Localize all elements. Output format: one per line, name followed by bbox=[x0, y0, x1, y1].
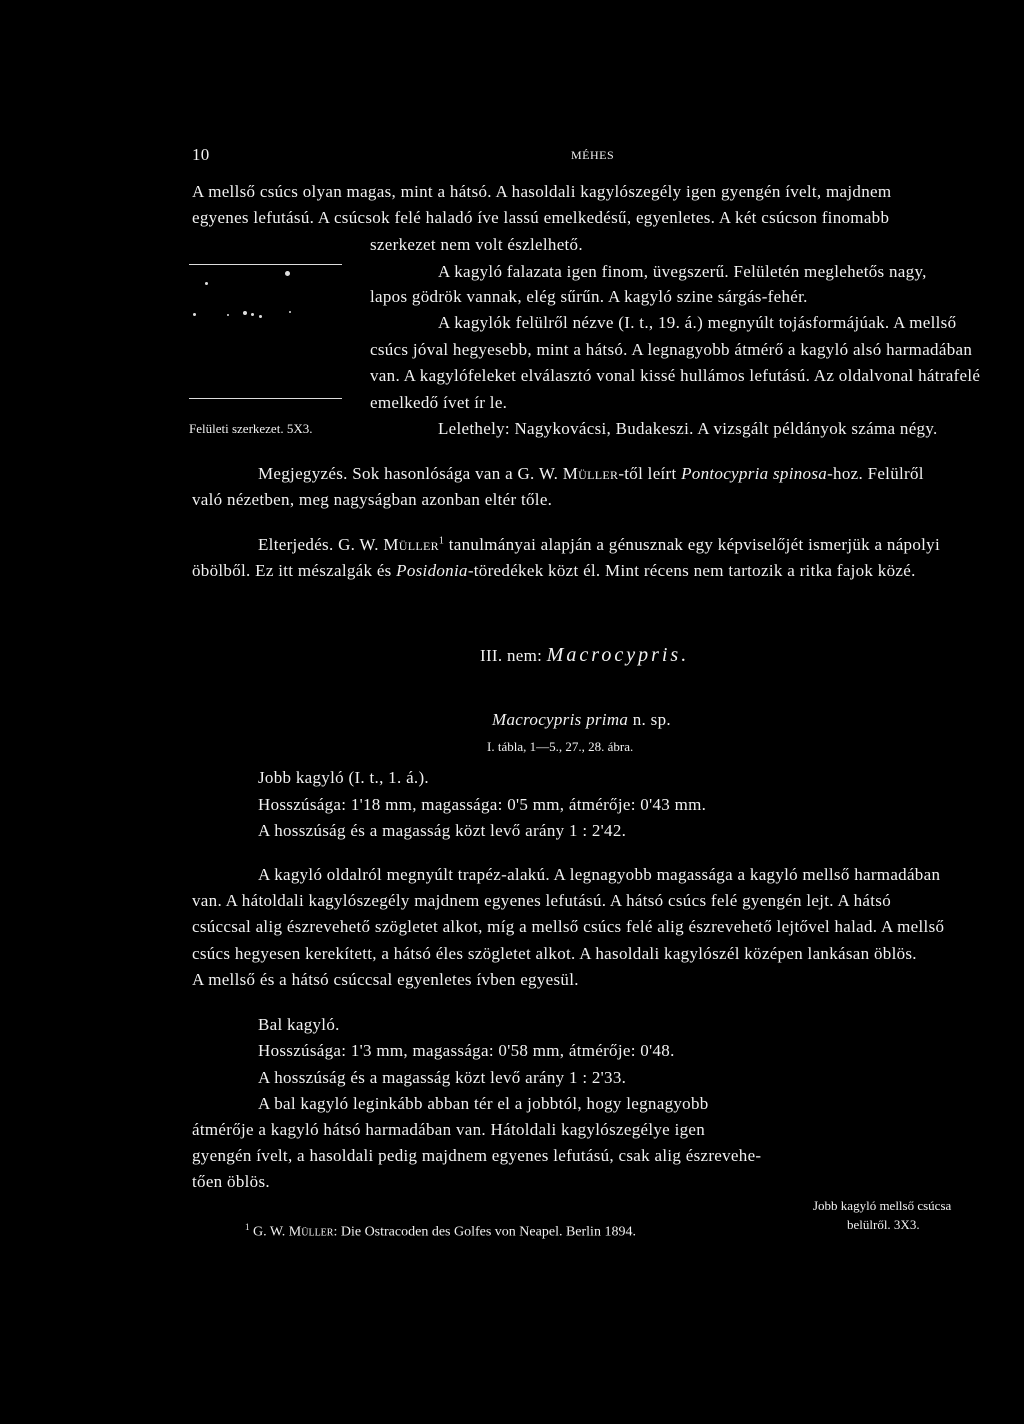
figure-speck bbox=[193, 313, 196, 316]
figure-speck bbox=[243, 311, 247, 315]
species-heading: Macrocypris prima n. sp. bbox=[492, 710, 671, 729]
running-title: MÉHES bbox=[571, 148, 615, 162]
genus-heading: III. nem: Macrocypris. bbox=[480, 644, 690, 666]
figure-caption: belülről. 3X3. bbox=[847, 1217, 920, 1232]
text-line: csúcs jóval hegyesebb, mint a hátsó. A legnagyobb átmérő a kagyló alsó harmadában bbox=[370, 340, 973, 359]
figure-speck bbox=[285, 271, 290, 276]
left-valve-measure: Hosszúsága: 1'3 mm, magassága: 0'58 mm, átmérője: 0'48. bbox=[258, 1041, 675, 1060]
text-line: A bal kagyló leginkább abban tér el a jobbtól, hogy legnagyobb bbox=[258, 1094, 709, 1113]
figure-caption: Felületi szerkezet. 5X3. bbox=[189, 421, 313, 436]
distribution-line: Elterjedés. G. W. Müller$^1$ tanulmányai alapján a génusznak egy képviselőjét ismerjük a nápolyi bbox=[258, 535, 940, 554]
right-valve-title: Jobb kagyló (I. t., 1. á.). bbox=[258, 768, 429, 787]
plate-reference: I. tábla, 1—5., 27., 28. ábra. bbox=[487, 739, 634, 754]
note-line: Megjegyzés. Sok hasonlósága van a G. W. Müller-től leírt Pontocypria spinosa-hoz. Felülről bbox=[258, 464, 924, 483]
text-line: A kagylók felülről nézve (I. t., 19. á.) megnyúlt tojásformájúak. A mellső bbox=[438, 313, 957, 332]
figure-speck bbox=[259, 315, 262, 318]
figure-speck bbox=[289, 311, 291, 313]
left-valve-ratio: A hosszúság és a magasság közt levő arány 1 : 2'33. bbox=[258, 1068, 627, 1087]
text-line: csúcs hegyesen kerekített, a hátsó éles szögletet alkot. A hasoldali kagylószél középen lankásan öblös. bbox=[192, 944, 917, 963]
text-line: csúccsal alig észrevehető szögletet alkot, míg a mellső csúcs felé alig észrevehető lejtővel halad. A mellső bbox=[192, 917, 945, 936]
surface-structure-figure bbox=[189, 264, 342, 399]
text-line: tően öblös. bbox=[192, 1172, 270, 1191]
text-line: A kagyló oldalról megnyúlt trapéz-alakú. A legnagyobb magassága a kagyló mellső harmadában bbox=[258, 865, 941, 884]
text-line: A kagyló falazata igen finom, üvegszerű. Felületén meglehetős nagy, bbox=[438, 262, 927, 281]
footnote: $^1$ G. W. Müller: Die Ostracoden des Golfes von Neapel. Berlin 1894. bbox=[245, 1222, 636, 1240]
text-line: gyengén ívelt, a hasoldali pedig majdnem egyenes lefutású, csak alig észrevehe- bbox=[192, 1146, 762, 1165]
right-valve-ratio: A hosszúság és a magasság közt levő arány 1 : 2'42. bbox=[258, 821, 627, 840]
distribution-line: öbölből. Ez itt mészalgák és Posidonia-töredékek közt él. Mint récens nem tartozik a ritka fajok közé. bbox=[192, 561, 916, 580]
text-line: szerkezet nem volt észlelhető. bbox=[370, 235, 583, 254]
text-line: van. A kagylófeleket elválasztó vonal kissé hullámos lefutású. Az oldalvonal hátrafelé bbox=[370, 366, 981, 385]
text-line: átmérője a kagyló hátsó harmadában van. Hátoldali kagylószegélye igen bbox=[192, 1120, 706, 1139]
left-valve-title: Bal kagyló. bbox=[258, 1015, 340, 1034]
text-line: A mellső csúcs olyan magas, mint a hátsó. A hasoldali kagylószegély igen gyengén ívelt, majdnem bbox=[192, 182, 892, 201]
figure-speck bbox=[227, 314, 229, 316]
text-line: Lelethely: Nagykovácsi, Budakeszi. A vizsgált példányok száma négy. bbox=[438, 419, 938, 438]
figure-caption: Jobb kagyló mellső csúcsa bbox=[813, 1198, 952, 1213]
figure-speck bbox=[251, 313, 254, 316]
page-number: 10 bbox=[192, 145, 210, 164]
note-line: való nézetben, meg nagyságban azonban eltér tőle. bbox=[192, 490, 553, 509]
right-valve-measure: Hosszúsága: 1'18 mm, magassága: 0'5 mm, átmérője: 0'43 mm. bbox=[258, 795, 707, 814]
text-line: egyenes lefutású. A csúcsok felé haladó íve lassú emelkedésű, egyenletes. A két csúcson finomabb bbox=[192, 208, 890, 227]
text-line: A mellső és a hátsó csúccsal egyenletes ívben egyesül. bbox=[192, 970, 579, 989]
text-line: lapos gödrök vannak, elég sűrűn. A kagyló szine sárgás-fehér. bbox=[370, 287, 808, 306]
text-line: emelkedő ívet ír le. bbox=[370, 393, 508, 412]
figure-speck bbox=[205, 282, 208, 285]
text-line: van. A hátoldali kagylószegély majdnem egyenes lefutású. A hátsó csúcs felé gyengén lejt. A hátsó bbox=[192, 891, 892, 910]
